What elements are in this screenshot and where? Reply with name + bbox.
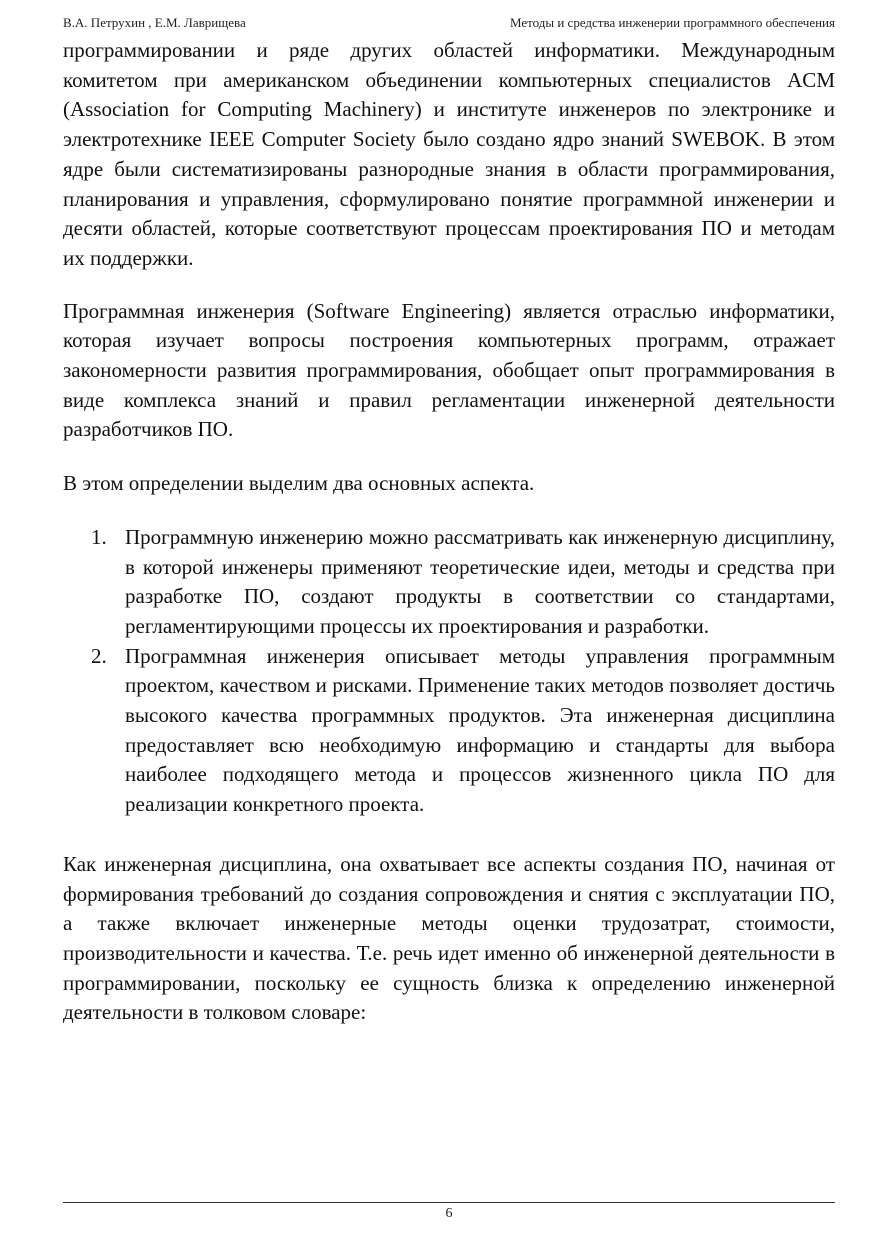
header-book-title: Методы и средства инженерии программного обеспечения bbox=[509, 15, 835, 30]
list-item-number: 2. bbox=[91, 643, 107, 668]
paragraph-aspects-intro: В этом определении выделим два основных аспекта. bbox=[63, 471, 535, 496]
list-item-text: Программная инженерия описывает методы управления программным проектом, качеством и рисками. Применение таких методов позволяет достичь высокого качества программных продуктов. Эта инженерная дисциплина предоставляет всю необходимую информацию и стандарты для выбора наиболее подходящего метода и процессов жизненного цикла ПО для реализации конкретного проекта. bbox=[125, 643, 835, 817]
paragraph-discipline: Как инженерная дисциплина, она охватывает все аспекты создания ПО, начиная от формирования требований до создания сопровождения и снятия с эксплуатации ПО, а также включает инженерные методы оценки трудозатрат, стоимости, производительности и качества. Т.е. речь идет именно об инженерной деятельности в программировании, поскольку ее сущность близка к определению инженерной деятельности в толковом словаре: bbox=[63, 851, 835, 1025]
aspects-list bbox=[63, 523, 835, 820]
list-item-text: Программную инженерию можно рассматривать как инженерную дисциплину, в которой инженеры применяют теоретические идеи, методы и средства при разработке ПО, создают продукты в соответствии со стандартами, регламентирующими процессы их проектирования и разработки. bbox=[125, 524, 835, 638]
header-authors: В.А. Петрухин , Е.М. Лаврищева bbox=[63, 15, 246, 30]
paragraph-swebok: программировании и ряде других областей информатики. Международным комитетом при американском объединении компьютерных специалистов ACM (Association for Computing Machinery) и институте инженеров по электронике и электротехнике IEEE Computer Society было создано ядро знаний SWEBOK. В этом ядре были систематизированы разнородные знания в области программирования, планирования и управления, сформулировано понятие программной инженерии и десяти областей, которые соответствуют процессам проектирования ПО и методам их поддержки. bbox=[63, 38, 835, 270]
footer-divider bbox=[63, 1202, 835, 1203]
list-item bbox=[63, 642, 835, 820]
main-text bbox=[63, 36, 835, 1028]
list-item bbox=[63, 523, 835, 642]
running-header bbox=[63, 15, 835, 35]
page-number: 6 bbox=[445, 1206, 453, 1221]
paragraph-definition: Программная инженерия (Software Engineering) является отраслью информатики, которая изучает вопросы построения компьютерных программ, отражает закономерности развития программирования, обобщает опыт программирования в виде комплекса знаний и правил регламентации инженерной деятельности разработчиков ПО. bbox=[63, 298, 835, 442]
list-item-number: 1. bbox=[91, 524, 107, 549]
